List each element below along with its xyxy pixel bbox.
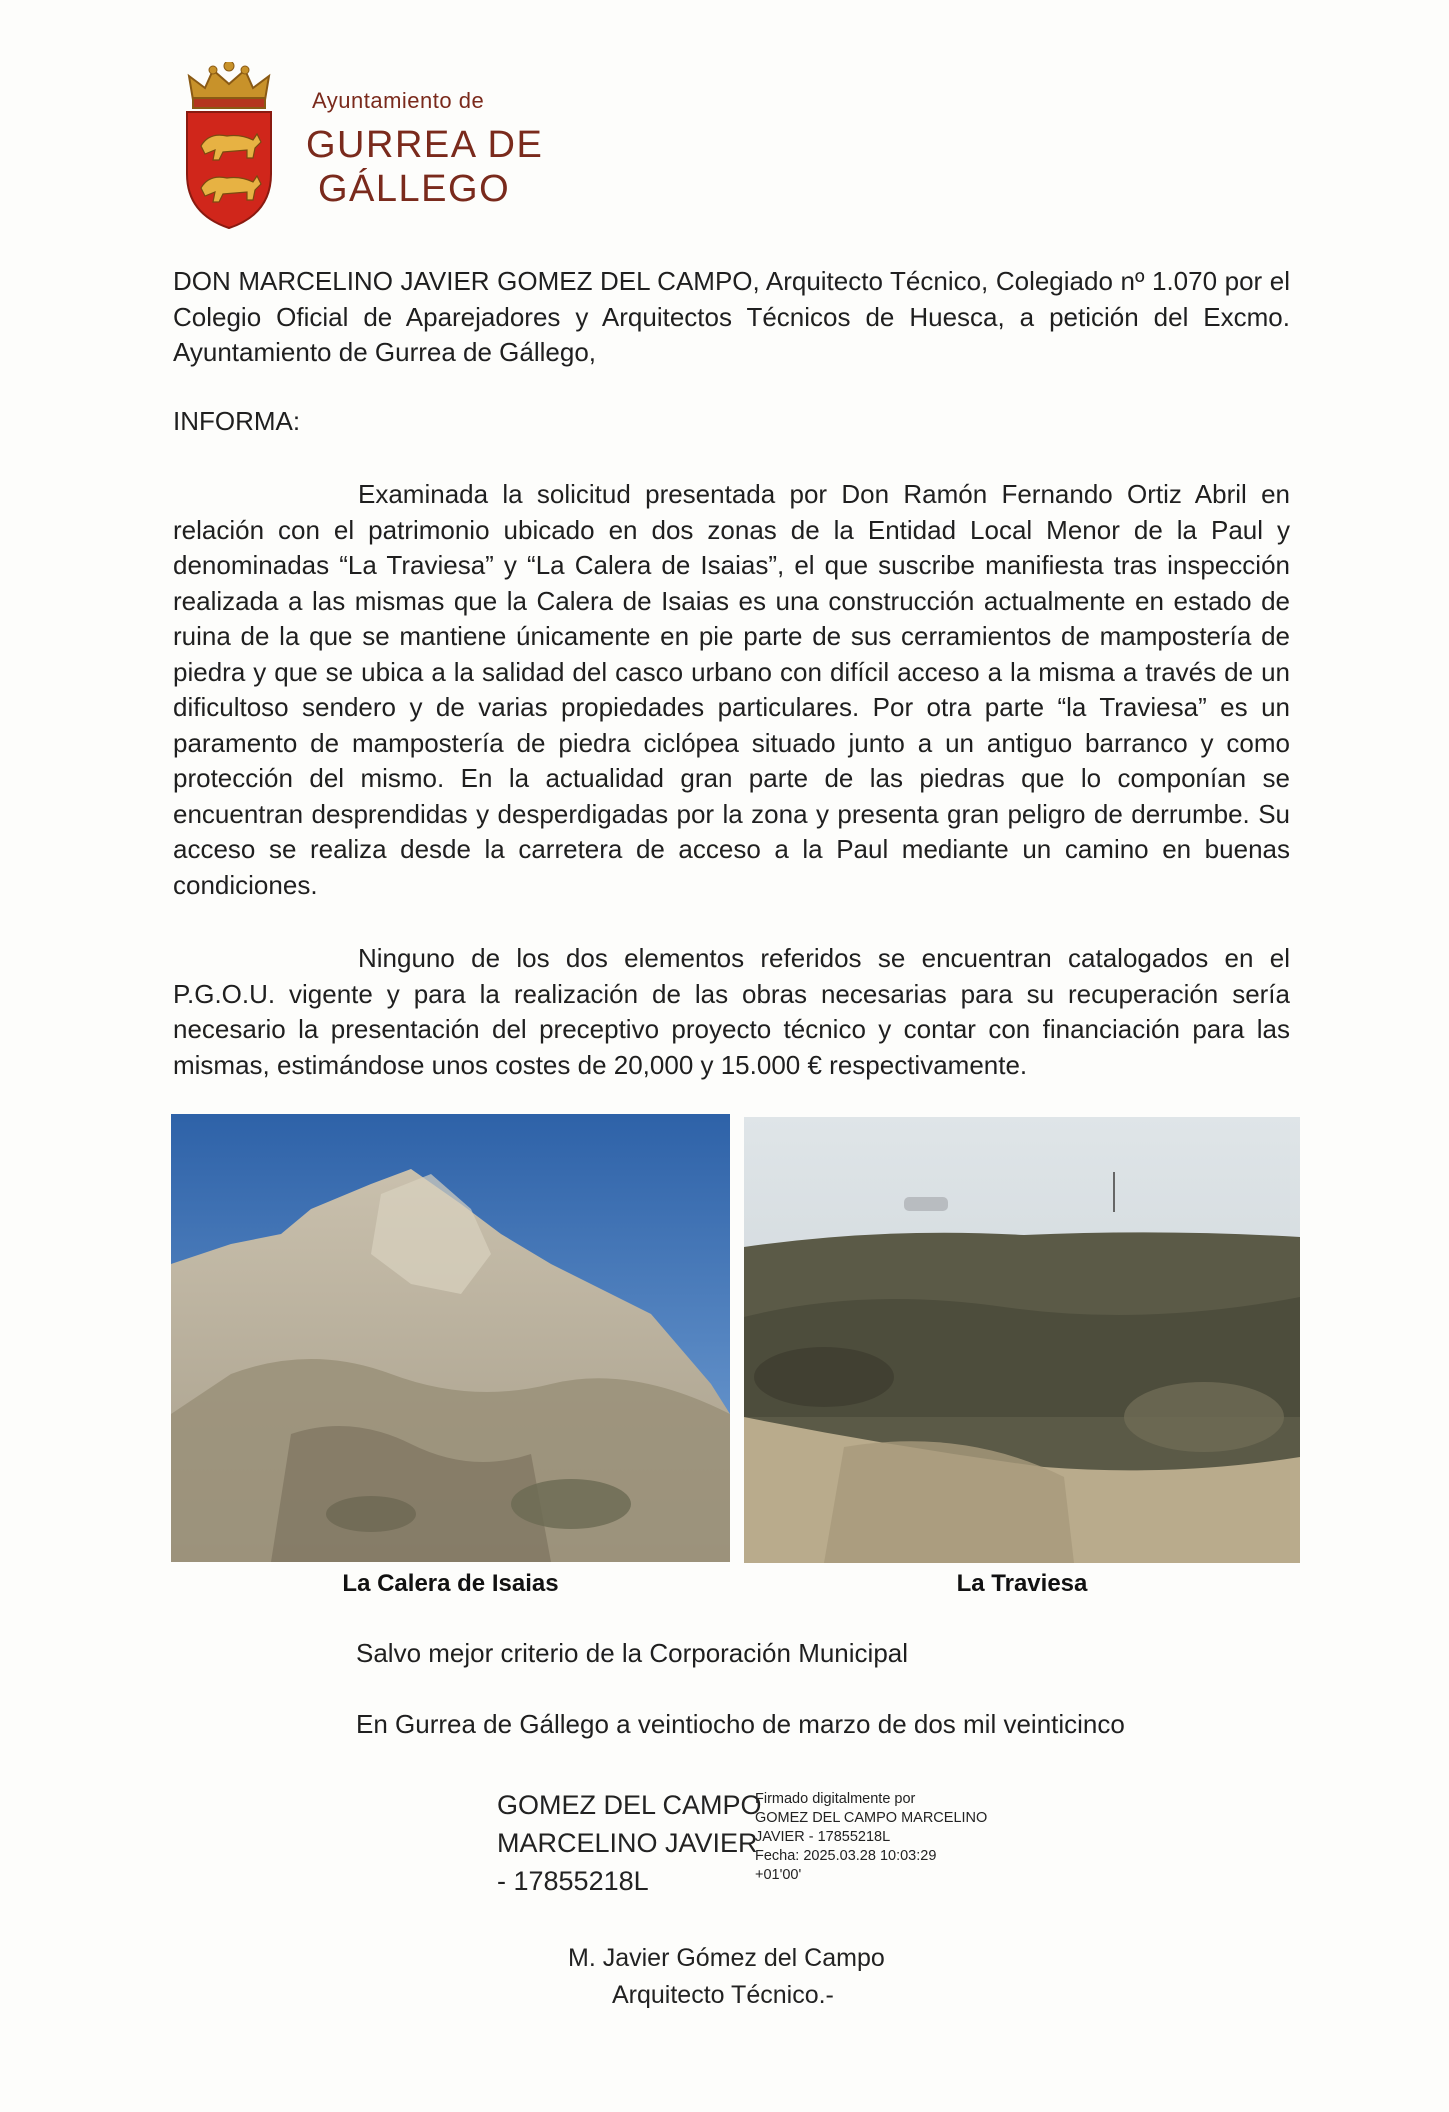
paragraph-1: Examinada la solicitud presentada por Don Ramón Fernando Ortiz Abril en relación con el patrimonio ubicado en dos zonas de la Entidad Local Menor de la Paul y denominadas “La Traviesa” y “La Calera de Isaias”, el que suscribe manifiesta tras inspección realizada a las mismas que la Calera de Isaias es una construcción actualmente en estado de ruina de la que se mantiene únicamente en pie parte de sus cerramientos de mampostería de piedra y que se ubica a la salidad del casco urbano con difícil acceso a la misma a través de un dificultoso sendero y de varias propiedades particulares. Por otra parte “la Traviesa” es un paramento de mampostería de piedra ciclópea situado junto a un antiguo barranco y como protección del mismo. En la actualidad gran parte de las piedras que lo componían se encuentran desprendidas y desperdigadas por la zona y presenta gran peligro de derrumbe. Su acceso se realiza desde la carretera de acceso a la Paul mediante un camino en buenas condiciones. (173, 479, 1290, 900)
signature-meta-line2: GOMEZ DEL CAMPO MARCELINO (755, 1810, 988, 1826)
org-prefix: Ayuntamiento de (312, 88, 485, 113)
informa-label: INFORMA: (173, 406, 301, 436)
signer-title: Arquitecto Técnico.- (612, 1981, 834, 2009)
signature-meta-line1: Firmado digitalmente por (755, 1791, 916, 1807)
closing-place-date: En Gurrea de Gállego a veintiocho de marzo de dos mil veinticinco (356, 1709, 1125, 1739)
signer-name: M. Javier Gómez del Campo (568, 1944, 885, 1972)
photo-caption-la-calera: La Calera de Isaias (342, 1570, 559, 1597)
photo-caption-la-traviesa: La Traviesa (956, 1570, 1088, 1597)
org-name-line2: GÁLLEGO (318, 168, 511, 210)
intro-paragraph: DON MARCELINO JAVIER GOMEZ DEL CAMPO, Arquitecto Técnico, Colegiado nº 1.070 por el Colegio Oficial de Aparejadores y Arquitectos Técnicos de Huesca, a petición del Excmo. Ayuntamiento de Gurrea de Gállego, (173, 266, 1290, 367)
photo-la-traviesa (744, 1117, 1300, 1563)
signature-meta-line3: JAVIER - 17855218L (755, 1829, 891, 1845)
coat-of-arms-icon (183, 62, 275, 230)
signature-name-line2: MARCELINO JAVIER (497, 1828, 758, 1858)
signature-metadata (755, 1790, 987, 1885)
signature-name-line3: - 17855218L (497, 1866, 649, 1896)
signature-meta-line4: Fecha: 2025.03.28 10:03:29 (755, 1848, 937, 1864)
signature-meta-line5: +01'00' (755, 1867, 802, 1883)
org-name-line1: GURREA DE (306, 124, 544, 166)
signature-name (497, 1786, 762, 1900)
closing-criterion: Salvo mejor criterio de la Corporación Municipal (356, 1638, 909, 1668)
signature-name-line1: GOMEZ DEL CAMPO (497, 1790, 762, 1820)
photo-la-calera (171, 1114, 730, 1562)
paragraph-2: Ninguno de los dos elementos referidos se encuentran catalogados en el P.G.O.U. vigente y para la realización de las obras necesarias para su recuperación sería necesario la presentación del preceptivo proyecto técnico y contar con financiación para las mismas, estimándose unos costes de 20,000 y 15.000 € respectivamente. (173, 943, 1290, 1080)
